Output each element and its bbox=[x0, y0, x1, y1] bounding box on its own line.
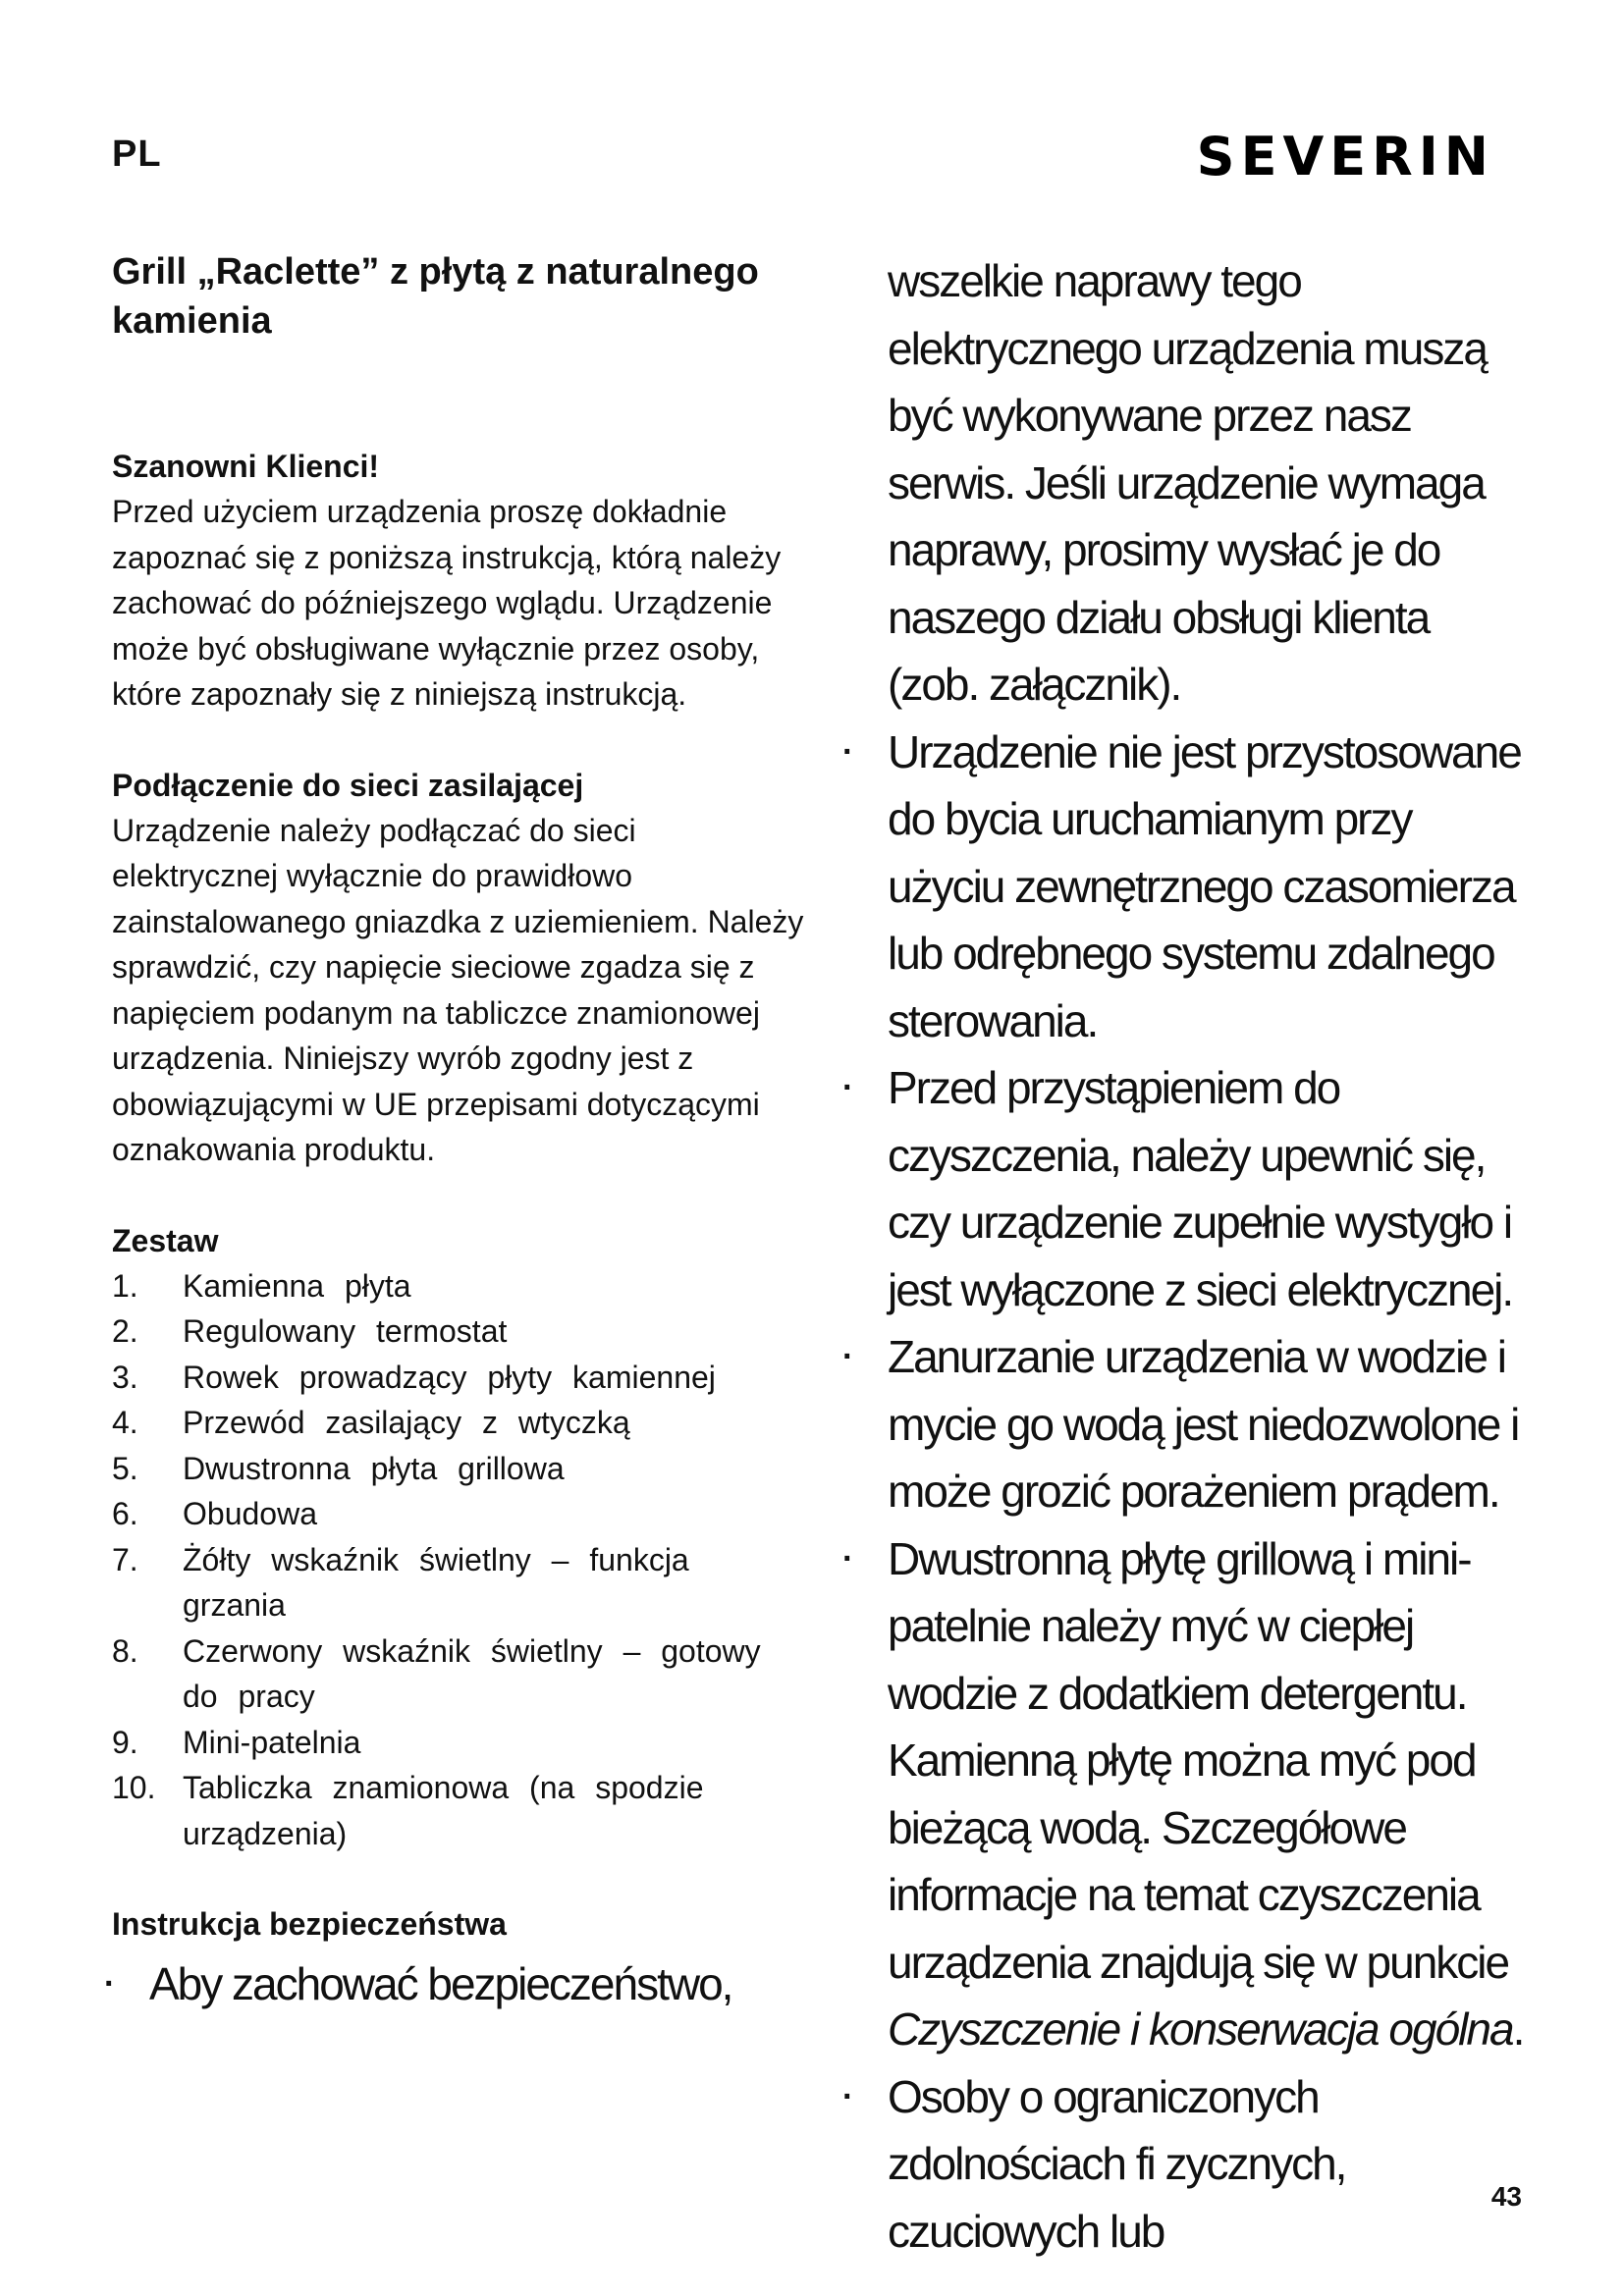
safety-item-text: Zanurzanie urządzenia w wodzie i mycie go wodą jest niedozwolone i może grozić porażeniem prądem. bbox=[888, 1331, 1519, 1517]
cleaning-reference: Czyszczenie i konserwacja ogólna bbox=[888, 2003, 1513, 2055]
item-number: 5. bbox=[112, 1450, 138, 1486]
cleaning-text: Dwustronną płytę grillową i mini-patelnie należy myć w ciepłej wodzie z dodatkiem detergentu. Kamienną płytę można myć pod bieżącą wodą. Szczegółowe informacje na temat czyszczenia urządzenia znajdują się w punkcie bbox=[888, 1532, 1509, 1988]
safety-item-text: Aby zachować bezpieczeństwo, bbox=[149, 1958, 732, 2009]
greeting-section bbox=[112, 444, 809, 718]
item-text: Kamienna płyta bbox=[183, 1267, 411, 1304]
bullet-icon: · bbox=[842, 2077, 852, 2115]
list-item bbox=[112, 1308, 809, 1355]
item-number: 7. bbox=[112, 1541, 138, 1577]
safety-item-text bbox=[888, 1525, 1530, 2063]
bullet-icon: · bbox=[842, 1338, 852, 1375]
item-text: Tabliczka znamionowa (na spodzie urządzenia) bbox=[183, 1770, 704, 1851]
item-number: 9. bbox=[112, 1724, 138, 1760]
severin-logo: SEVERIN bbox=[1196, 126, 1494, 187]
item-text: Czerwony wskaźnik świetlny – gotowy do pracy bbox=[183, 1632, 761, 1714]
list-item bbox=[112, 1537, 809, 1629]
safety-section bbox=[104, 1901, 809, 2018]
safety-list-continued bbox=[842, 247, 1530, 2265]
item-number: 6. bbox=[112, 1496, 138, 1531]
list-item bbox=[112, 1446, 809, 1492]
item-number: 4. bbox=[112, 1405, 138, 1440]
list-item bbox=[112, 1400, 809, 1446]
item-text: Obudowa bbox=[183, 1496, 317, 1531]
list-item bbox=[112, 1355, 809, 1401]
bullet-icon: · bbox=[842, 732, 852, 771]
safety-item-text: wszelkie naprawy tego elektrycznego urządzenia muszą być wykonywane przez nasz serwis. Jeśli urządzenie wymaga naprawy, prosimy wysłać je do naszego działu obsługi klienta (zob. załącznik). bbox=[888, 255, 1487, 710]
list-item bbox=[842, 719, 1530, 1055]
item-text: Dwustronna płyta grillowa bbox=[183, 1450, 565, 1486]
power-connection-heading: Podłączenie do sieci zasilającej bbox=[112, 767, 584, 803]
cleaning-period: . bbox=[1512, 2003, 1524, 2055]
item-text: Rowek prowadzący płyty kamiennej bbox=[183, 1359, 716, 1395]
list-item bbox=[842, 1525, 1530, 2063]
document-title: Grill „Raclette” z płytą z naturalnego kamienia bbox=[112, 251, 759, 342]
kit-heading: Zestaw bbox=[112, 1222, 219, 1258]
list-item bbox=[112, 1629, 809, 1720]
list-item bbox=[112, 1263, 809, 1309]
item-text: Żółty wskaźnik świetlny – funkcja grzania bbox=[183, 1541, 689, 1623]
item-number: 3. bbox=[112, 1359, 138, 1395]
list-item bbox=[842, 247, 1530, 719]
left-column bbox=[104, 247, 809, 2018]
item-number: 8. bbox=[112, 1632, 138, 1669]
item-text: Przewód zasilający z wtyczką bbox=[183, 1405, 630, 1440]
list-item bbox=[104, 1950, 809, 2018]
power-connection-section bbox=[112, 763, 809, 1173]
right-column bbox=[842, 247, 1530, 2265]
safety-item-text: Urządzenie nie jest przystosowane do bycia uruchamianym przy użyciu zewnętrznego czasomierza lub odrębnego systemu zdalnego sterowania. bbox=[888, 725, 1521, 1046]
bullet-icon: · bbox=[104, 1965, 114, 2002]
greeting-text: Przed użyciem urządzenia proszę dokładnie zapoznać się z poniższą instrukcją, którą należy zachować do późniejszego wglądu. Urządzenie może być obsługiwane wyłącznie przez osoby, które zapoznały się z niniejszą instrukcją. bbox=[112, 494, 782, 712]
bullet-icon: · bbox=[842, 1069, 852, 1106]
list-item bbox=[842, 1323, 1530, 1525]
list-item bbox=[842, 2063, 1530, 2266]
safety-list-start bbox=[104, 1950, 809, 2018]
bullet-icon: · bbox=[842, 1539, 852, 1577]
safety-item-text: Osoby o ograniczonych zdolnościach fi zycznych, czuciowych lub bbox=[888, 2070, 1346, 2257]
list-item bbox=[112, 1765, 809, 1856]
item-number: 1. bbox=[112, 1267, 138, 1304]
item-text: Regulowany termostat bbox=[183, 1313, 508, 1349]
language-code: PL bbox=[112, 133, 162, 175]
item-number: 10. bbox=[112, 1770, 156, 1805]
list-item bbox=[112, 1491, 809, 1537]
page-number: 43 bbox=[1490, 2181, 1522, 2212]
safety-item-text: Przed przystąpieniem do czyszczenia, należy upewnić się, czy urządzenie zupełnie wystygło i jest wyłączone z sieci elektrycznej. bbox=[888, 1062, 1513, 1315]
power-connection-text: Urządzenie należy podłączać do sieci elektrycznej wyłącznie do prawidłowo zainstalowanego gniazdka z uziemieniem. Należy sprawdzić, czy napięcie sieciowe zgadza się z napięciem podanym na tabliczce znamionowej urządzenia. Niniejszy wyrób zgodny jest z obowiązującymi w UE przepisami dotyczącymi oznakowania produktu. bbox=[112, 812, 804, 1167]
item-number: 2. bbox=[112, 1313, 138, 1349]
greeting-heading: Szanowni Klienci! bbox=[112, 449, 380, 484]
list-item bbox=[842, 1054, 1530, 1323]
item-text: Mini-patelnia bbox=[183, 1724, 361, 1760]
kit-list bbox=[112, 1263, 809, 1857]
list-item bbox=[112, 1720, 809, 1766]
safety-heading: Instrukcja bezpieczeństwa bbox=[112, 1906, 507, 1942]
kit-section bbox=[112, 1218, 809, 1857]
